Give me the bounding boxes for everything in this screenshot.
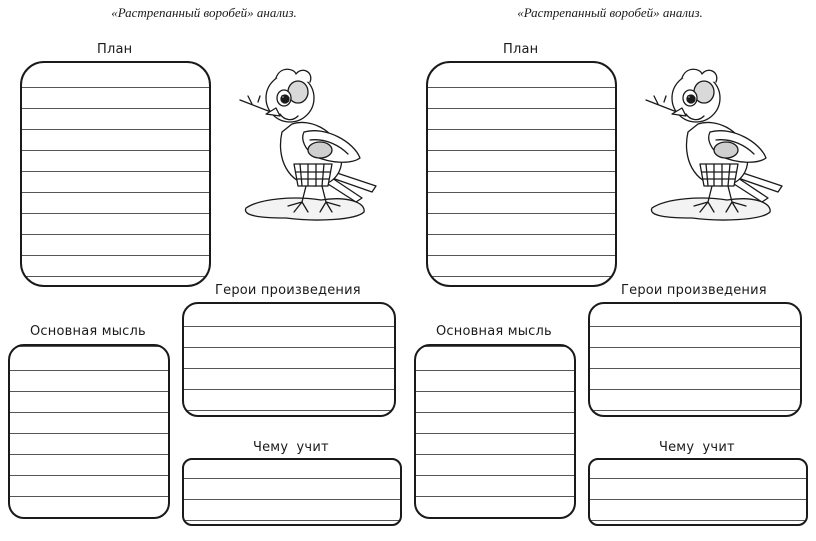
teaches-label: Чему учит [659,440,735,455]
worksheet-title: «Растрепанный воробей» анализ. [111,5,297,20]
plan-label: План [97,42,133,57]
plan-writing-box[interactable] [20,61,211,287]
sparrow-illustration-icon [236,66,388,226]
heroes-writing-box[interactable] [182,302,396,417]
sparrow-illustration-icon [642,66,794,226]
heroes-label: Герои произведения [621,283,767,298]
heroes-label: Герои произведения [215,283,361,298]
heroes-writing-box[interactable] [588,302,802,417]
teaches-writing-box[interactable] [588,458,808,526]
main-idea-label: Основная мысль [30,324,146,339]
plan-writing-box[interactable] [426,61,617,287]
worksheet-right [406,0,814,541]
teaches-label: Чему учит [253,440,329,455]
main-idea-writing-box[interactable] [414,344,576,519]
main-idea-label: Основная мысль [436,324,552,339]
worksheet-title: «Растрепанный воробей» анализ. [517,5,703,20]
plan-label: План [503,42,539,57]
teaches-writing-box[interactable] [182,458,402,526]
main-idea-writing-box[interactable] [8,344,170,519]
